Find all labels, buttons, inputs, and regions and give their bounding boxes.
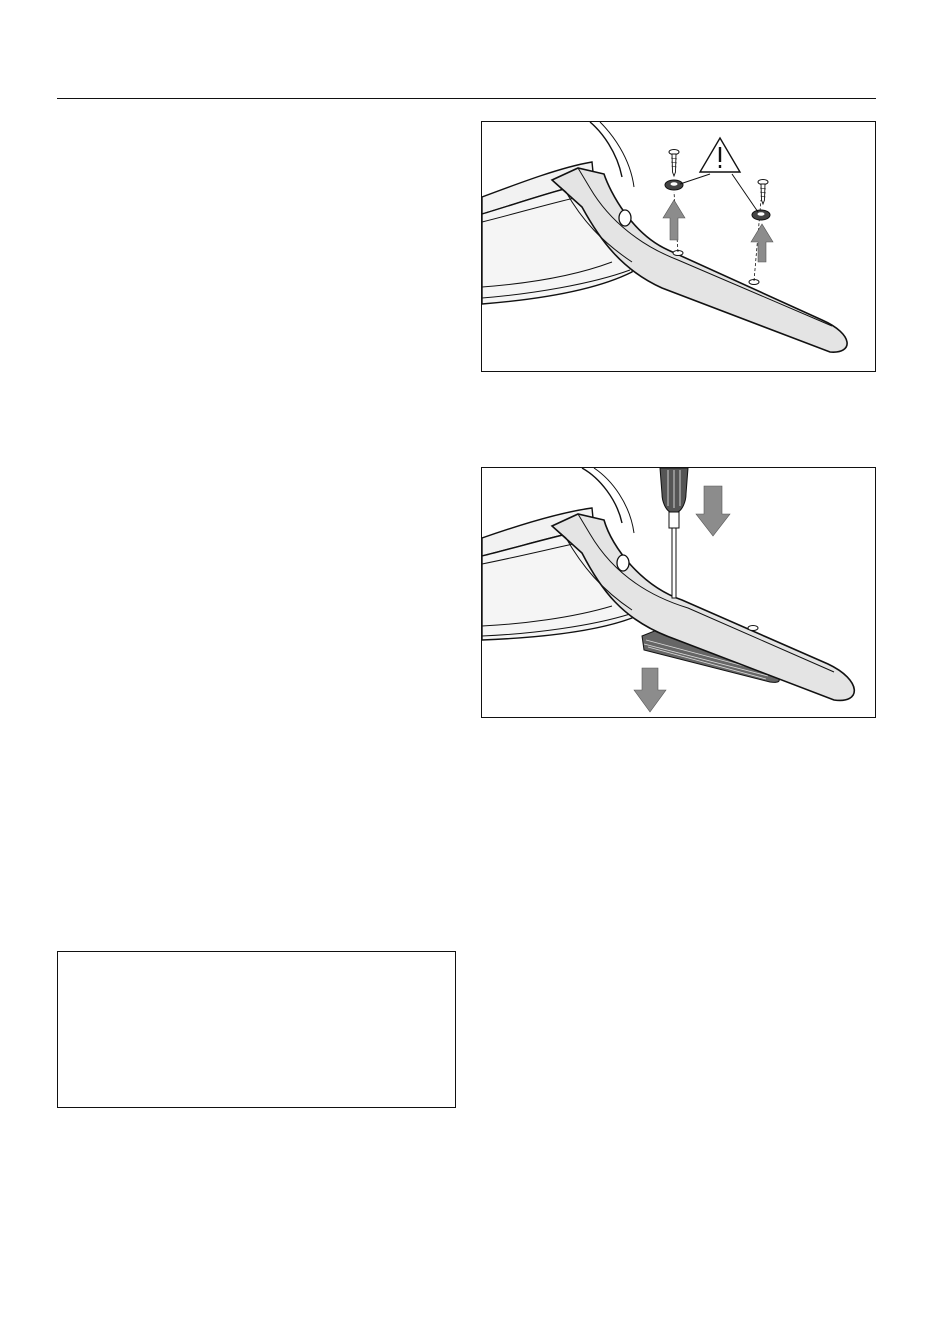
- header-rule: [57, 98, 876, 99]
- screwdriver-icon: [660, 468, 688, 598]
- up-arrow-icon: [663, 200, 685, 240]
- remove-screws-figure: [481, 121, 876, 372]
- remove-screws-illustration: [482, 122, 875, 371]
- down-arrow-icon: [634, 668, 666, 712]
- note-box: [57, 951, 456, 1108]
- note-text: [58, 952, 455, 976]
- screwdriver-handle-illustration: [482, 468, 875, 717]
- washer-icon: [665, 180, 683, 190]
- warning-triangle-icon: [680, 138, 758, 212]
- screw-icon: [669, 150, 679, 177]
- washer-icon: [752, 210, 770, 220]
- screw-icon: [758, 180, 768, 205]
- down-arrow-icon: [696, 486, 730, 536]
- up-arrow-icon: [751, 224, 773, 262]
- screwdriver-handle-figure: [481, 467, 876, 718]
